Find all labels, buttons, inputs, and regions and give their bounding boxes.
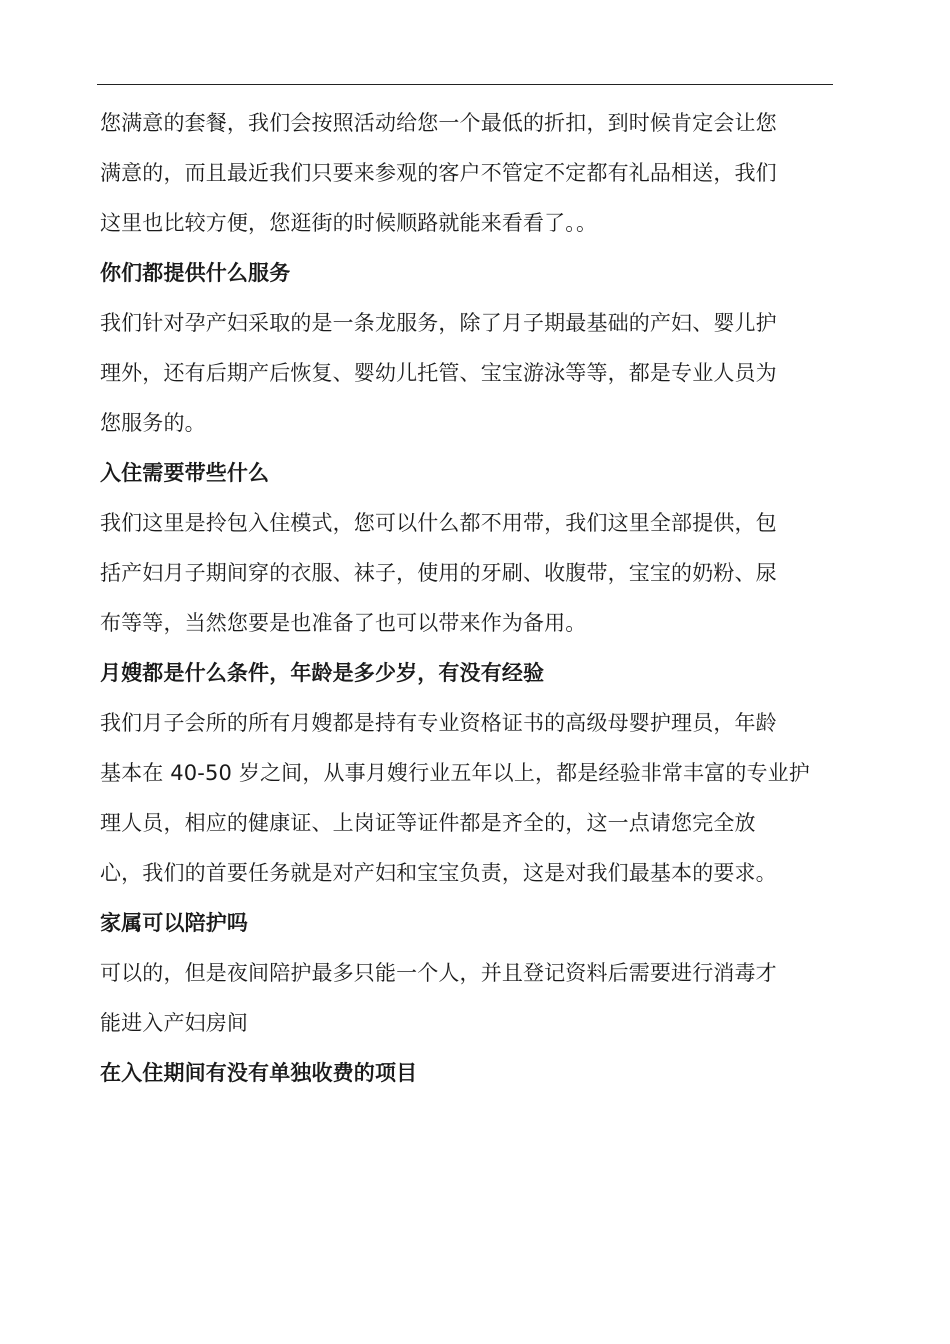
body-line: 基本在 40-50 岁之间，从事月嫂行业五年以上，都是经验非常丰富的专业护 [100, 761, 810, 785]
body-line: 理外，还有后期产后恢复、婴幼儿托管、宝宝游泳等等，都是专业人员为 [100, 361, 777, 385]
section-heading: 在入住期间有没有单独收费的项目 [100, 1061, 418, 1085]
body-line: 这里也比较方便，您逛街的时候顺路就能来看看了。。 [100, 211, 598, 235]
body-line: 我们针对孕产妇采取的是一条龙服务，除了月子期最基础的产妇、婴儿护 [100, 311, 777, 335]
body-line: 可以的，但是夜间陪护最多只能一个人，并且登记资料后需要进行消毒才 [100, 961, 777, 985]
document-body [100, 98, 835, 1098]
section-heading: 入住需要带些什么 [100, 461, 270, 485]
body-line: 能进入产妇房间 [100, 1011, 249, 1035]
header-rule [97, 84, 833, 85]
section-heading: 月嫂都是什么条件，年龄是多少岁，有没有经验 [100, 661, 545, 685]
section-heading: 家属可以陪护吗 [100, 911, 249, 935]
body-line: 您满意的套餐，我们会按照活动给您一个最低的折扣，到时候肯定会让您 [100, 111, 777, 135]
section-heading: 你们都提供什么服务 [100, 261, 291, 285]
body-line: 理人员，相应的健康证、上岗证等证件都是齐全的，这一点请您完全放 [100, 811, 756, 835]
body-line: 心，我们的首要任务就是对产妇和宝宝负责，这是对我们最基本的要求。 [100, 861, 777, 885]
body-line: 满意的，而且最近我们只要来参观的客户不管定不定都有礼品相送，我们 [100, 161, 777, 185]
body-line: 布等等，当然您要是也准备了也可以带来作为备用。 [100, 611, 587, 635]
body-line: 括产妇月子期间穿的衣服、袜子，使用的牙刷、收腹带，宝宝的奶粉、尿 [100, 561, 777, 585]
body-line: 我们月子会所的所有月嫂都是持有专业资格证书的高级母婴护理员，年龄 [100, 711, 777, 735]
body-line: 您服务的。 [100, 411, 206, 435]
body-line: 我们这里是拎包入住模式，您可以什么都不用带，我们这里全部提供，包 [100, 511, 777, 535]
